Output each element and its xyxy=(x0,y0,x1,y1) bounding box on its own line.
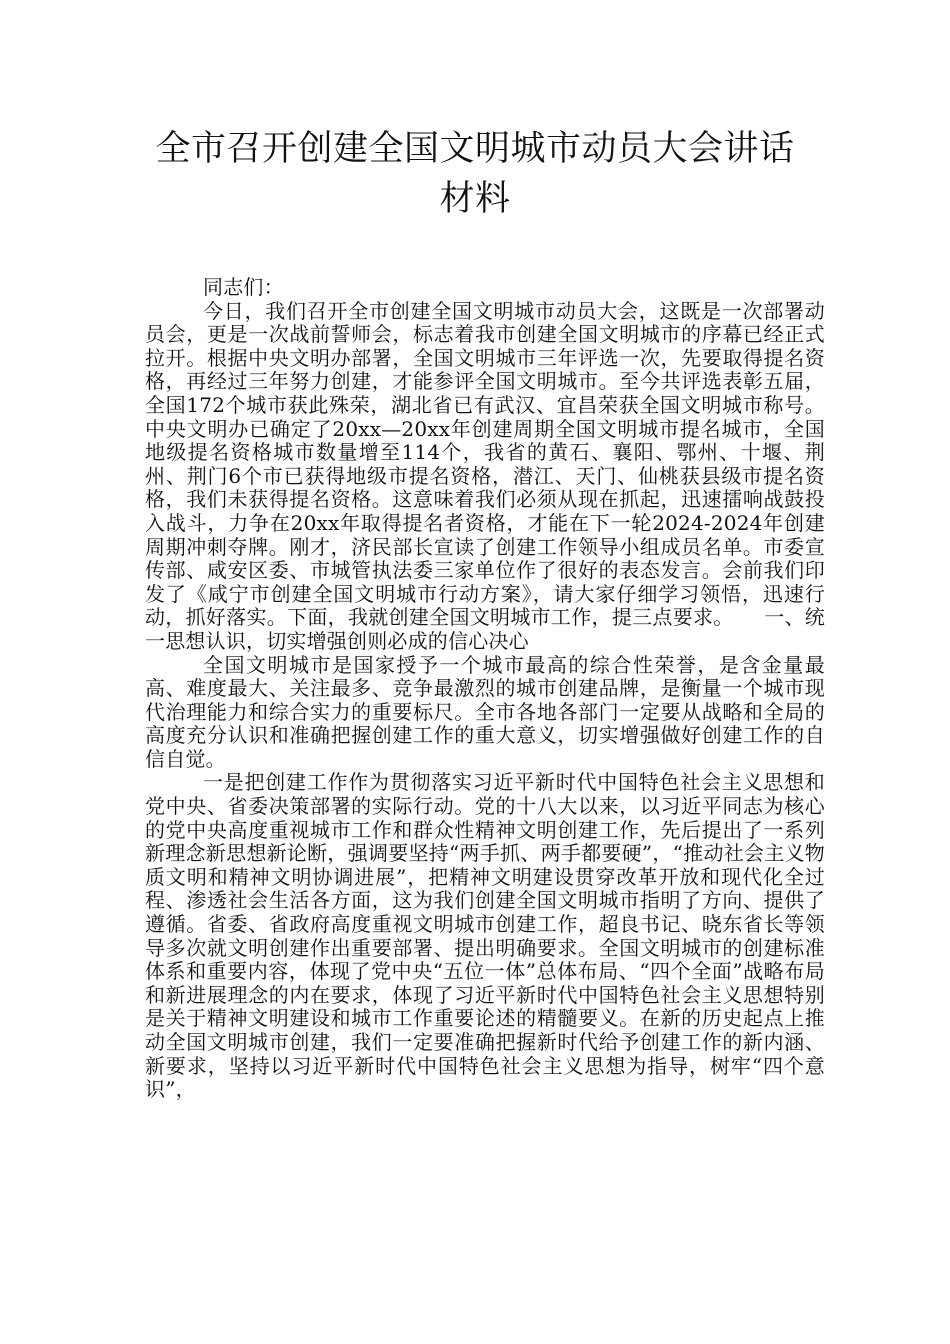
paragraph-1: 今日，我们召开全市创建全国文明城市动员大会，这既是一次部署动员会，更是一次战前誓师会，标志着我市创建全国文明城市的序幕已经正式拉开。根据中央文明办部署，全国文明城市三年评选一次，先要取得提名资格，再经过三年努力创建，才能参评全国文明城市。至今共评选表彰五届，全国172个城市获此殊荣，湖北省已有武汉、宜昌荣获全国文明城市称号。中央文明办已确定了20xx—20xx年创建周期全国文明城市提名城市，全国地级提名资格城市数量增至114个，我省的黄石、襄阳、鄂州、十堰、荆州、荆门6个市已获得地级市提名资格，潜江、天门、仙桃获县级市提名资格，我们未获得提名资格。这意味着我们必须从现在抓起，迅速擂响战鼓投入战斗，力争在20xx年取得提名者资格，才能在下一轮2024-2024年创建周期冲刺夺牌。刚才，济民部长宣读了创建工作领导小组成员名单。市委宣传部、咸安区委、市城管执法委三家单位作了很好的表态发言。会前我们印发了《咸宁市创建全国文明城市行动方案》，请大家仔细学习领悟，迅速行动，抓好落实。下面，我就创建全国文明城市工作，提三点要求。 一、统一思想认识，切实增强创则必成的信心决心 xyxy=(145,298,825,653)
paragraph-2: 全国文明城市是国家授予一个城市最高的综合性荣誉，是含金量最高、难度最大、关注最多、竞争最激烈的城市创建品牌，是衡量一个城市现代治理能力和综合实力的重要标尺。全市各地各部门一定要从战略和全局的高度充分认识和准确把握创建工作的重大意义，切实增强做好创建工作的自信自觉。 xyxy=(145,652,825,771)
paragraph-3: 一是把创建工作作为贯彻落实习近平新时代中国特色社会主义思想和党中央、省委决策部署的实际行动。党的十八大以来，以习近平同志为核心的党中央高度重视城市工作和群众性精神文明创建工作，先后提出了一系列新理念新思想新论断，强调要坚持“两手抓、两手都要硬”，“推动社会主义物质文明和精神文明协调进展”，把精神文明建设贯穿改革开放和现代化全过程、渗透社会生活各方面，这为我们创建全国文明城市指明了方向、提供了遵循。省委、省政府高度重视文明城市创建工作，超良书记、晓东省长等领导多次就文明创建作出重要部署、提出明确要求。全国文明城市的创建标准体系和重要内容，体现了党中央“五位一体”总体布局、“四个全面”战略布局和新进展理念的内在要求，体现了习近平新时代中国特色社会主义思想特别是关于精神文明建设和城市工作重要论述的精髓要义。在新的历史起点上推动全国文明城市创建，我们一定要准确把握新时代给予创建工作的新内涵、新要求，坚持以习近平新时代中国特色社会主义思想为指导，树牢“四个意识”， xyxy=(145,770,825,1102)
document-body xyxy=(145,276,825,1102)
document-title xyxy=(130,124,820,224)
title-line-1: 全市召开创建全国文明城市动员大会讲话 xyxy=(155,129,795,169)
title-line-2: 材料 xyxy=(439,179,511,219)
salutation: 同志们： xyxy=(203,275,284,299)
